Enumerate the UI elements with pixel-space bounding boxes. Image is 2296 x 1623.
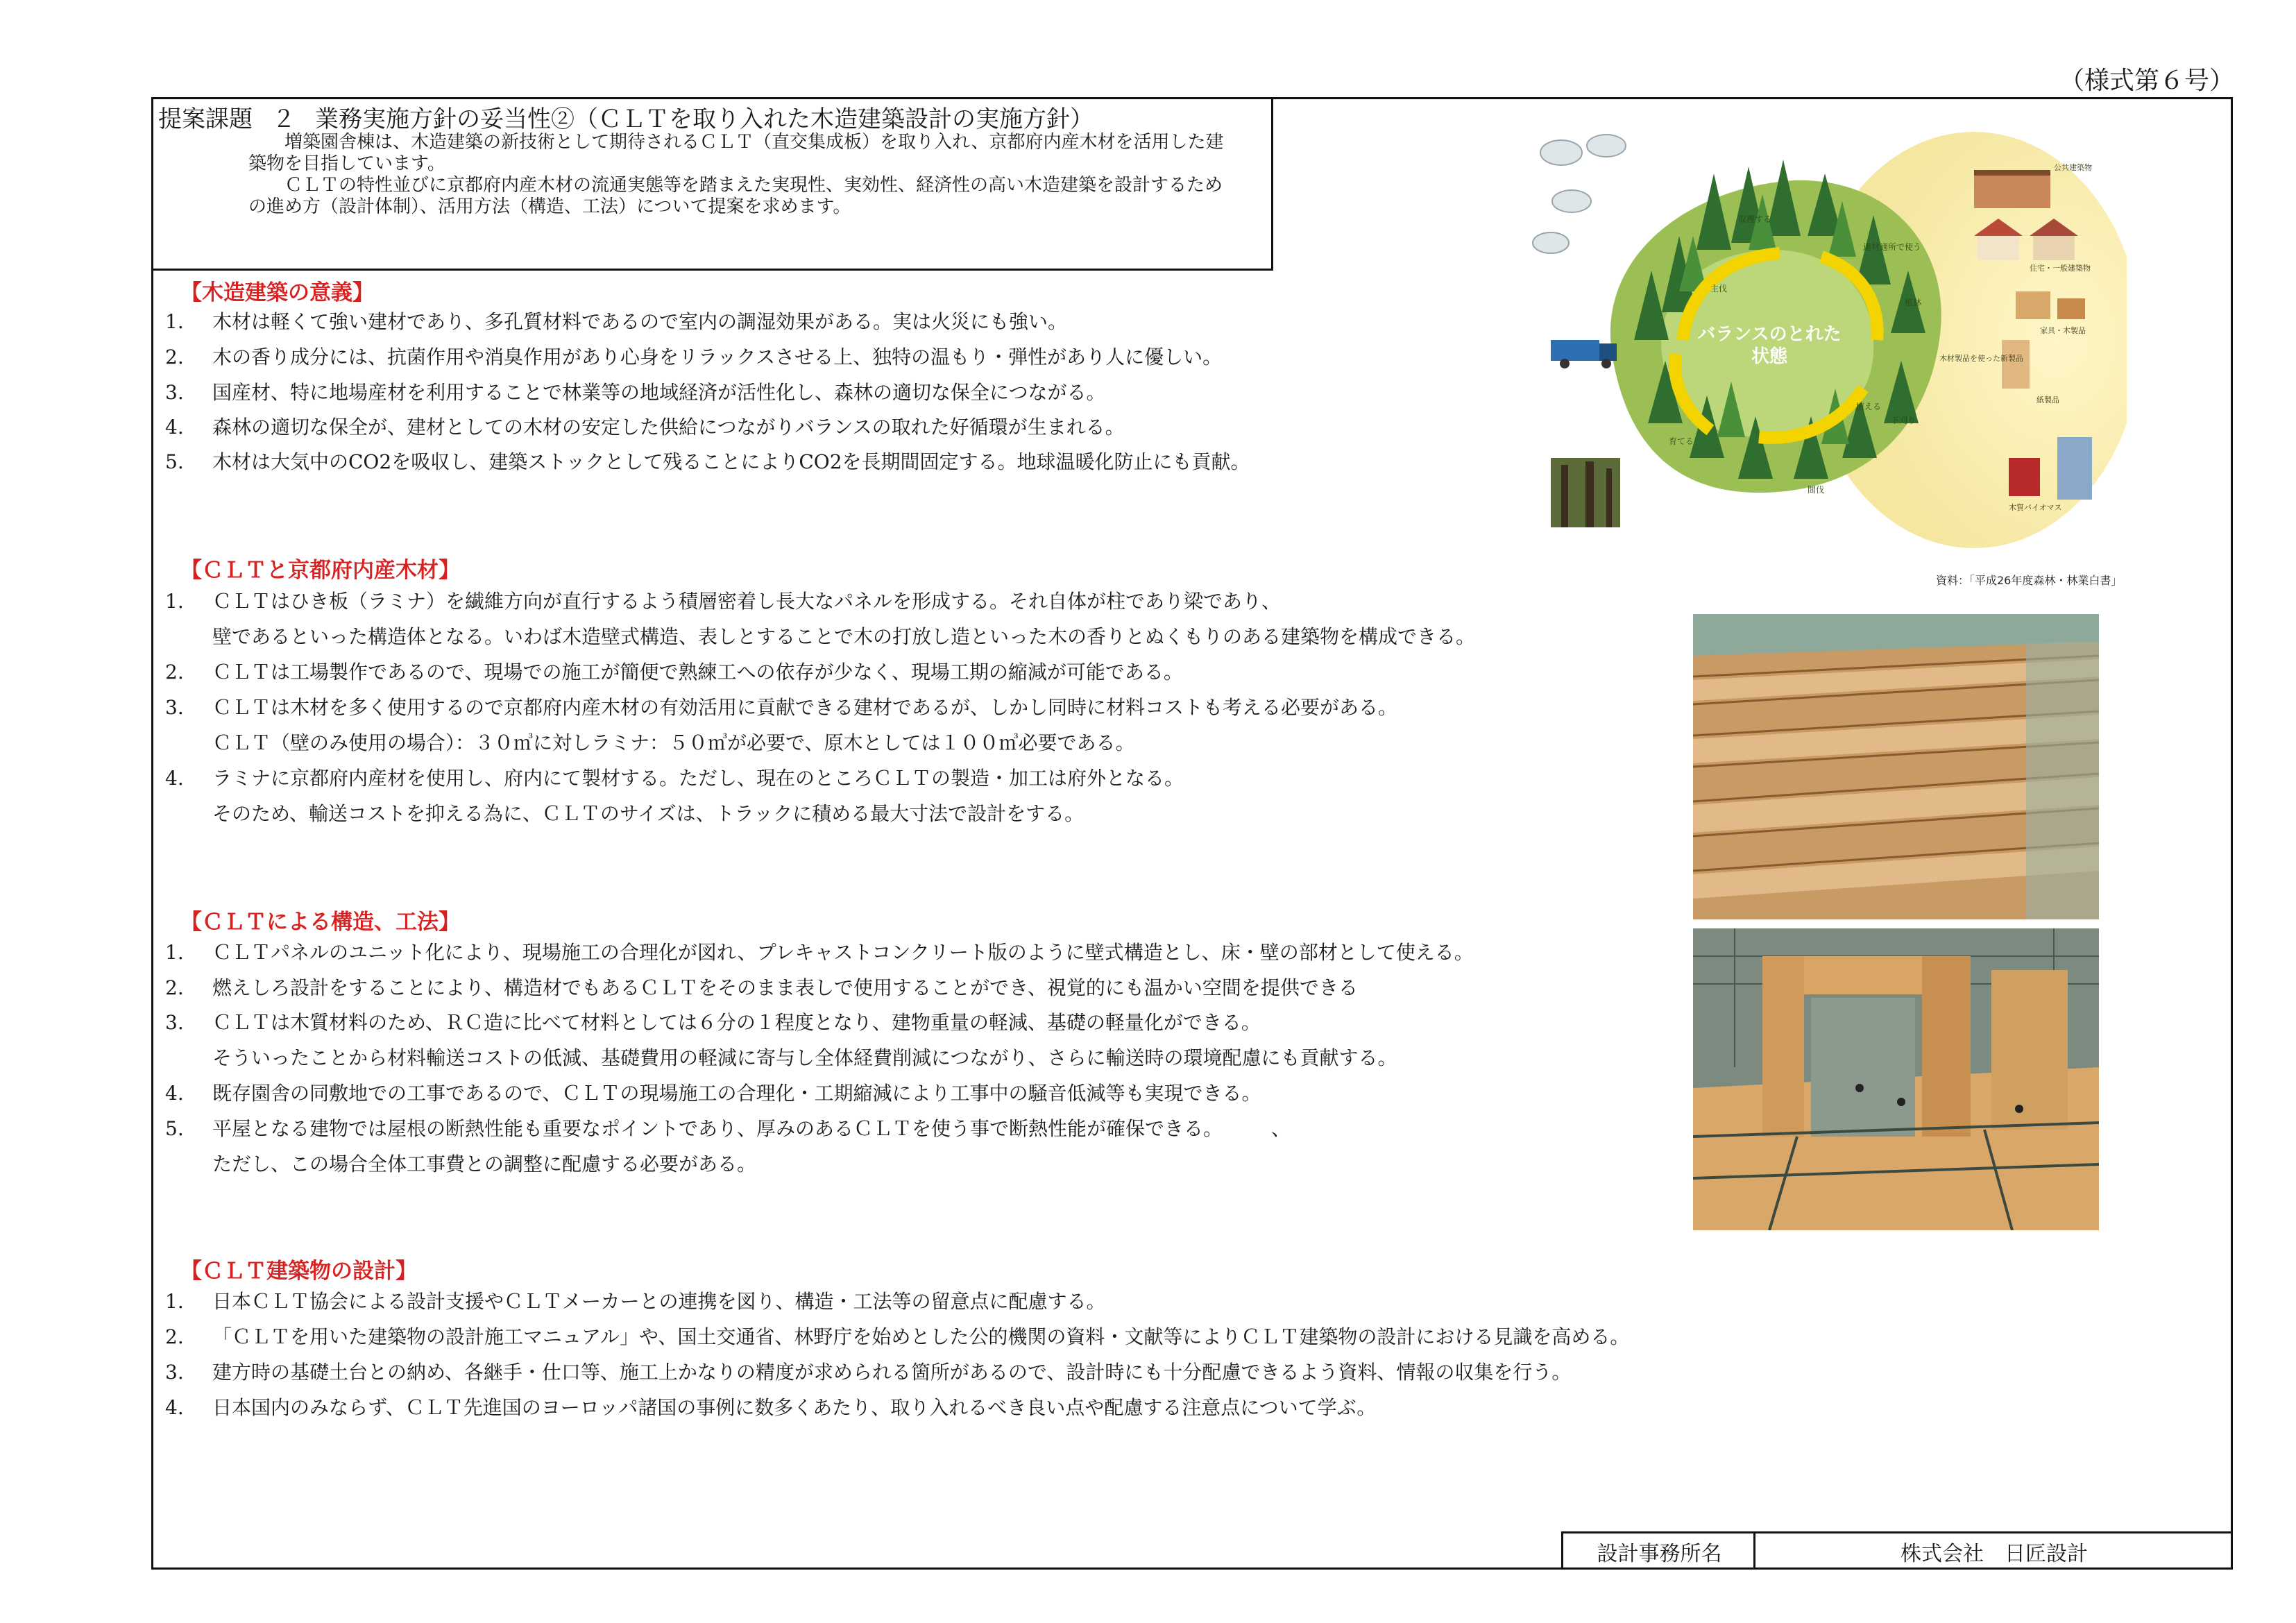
cycle-label: 収穫する	[1738, 214, 1772, 224]
topic-paragraph: 増築園舎棟は、木造建築の新技術として期待されるＣＬＴ（直交集成板）を取り入れ、京都府内産木材を活用した建築物を目指しています。	[248, 132, 1224, 174]
use-label: 住宅・一般建築物	[2030, 264, 2091, 273]
item-number: 1.	[165, 310, 184, 333]
topic-box	[151, 97, 1273, 271]
footer-office-label: 設計事務所名	[1561, 1531, 1755, 1570]
item-text-continued: 壁であるといった構造体となる。いわば木造壁式構造、表しとすることで木の打放し造といった木の香りとぬくもりのある建築物を構成できる。	[212, 625, 1476, 648]
item-text: ＣＬＴは木質材料のため、ＲＣ造に比べて材料としては６分の１程度となり、建物重量の軽減、基礎の軽量化ができる。	[212, 1011, 1261, 1034]
list-item	[165, 345, 1222, 370]
list-item	[165, 660, 1183, 685]
clt-construction-photo	[1693, 928, 2099, 1230]
item-number: 4.	[165, 767, 184, 790]
building-icon	[1974, 170, 2050, 208]
use-label: 家具・木製品	[2040, 326, 2086, 335]
list-item	[165, 1289, 1105, 1314]
list-item	[165, 450, 1250, 475]
forest-cycle-illustration	[1530, 132, 2127, 548]
cycle-label: 植林	[1905, 298, 1922, 307]
item-number: 2.	[165, 346, 184, 368]
list-item	[165, 380, 1105, 405]
cycle-label: 主伐	[1710, 284, 1728, 294]
list-item	[165, 976, 1358, 1001]
item-text: 日本国内のみならず、ＣＬＴ先進国のヨーロッパ諸国の事例に数多くあたり、取り入れるべき良い点や配慮する注意点について学ぶ。	[212, 1396, 1377, 1419]
item-number: 4.	[165, 416, 184, 439]
list-item	[165, 309, 1067, 334]
item-number: 2.	[165, 661, 184, 683]
item-number: 2.	[165, 976, 184, 999]
item-number: 3.	[165, 381, 184, 404]
list-item	[165, 766, 1184, 791]
list-item	[165, 1081, 1261, 1106]
item-number: 2.	[165, 1325, 184, 1348]
list-item	[165, 415, 1125, 440]
cycle-label: 間伐	[1808, 485, 1825, 495]
cycle-label: 育てる	[1669, 436, 1694, 446]
item-number: 4.	[165, 1082, 184, 1105]
item-text: 木材は大気中のCO2を吸収し、建築ストックとして残ることによりCO2を長期間固定する。地球温暖化防止にも貢献。	[212, 450, 1250, 473]
item-text: 日本ＣＬＴ協会による設計支援やＣＬＴメーカーとの連携を図り、構造・工法等の留意点に配慮する。	[212, 1290, 1106, 1313]
item-number: 3.	[165, 1011, 184, 1034]
list-item	[165, 695, 1397, 720]
item-number: 3.	[165, 1361, 184, 1384]
illustration-caption: 資料：「平成26年度森林・林業白書」	[1936, 574, 2123, 587]
list-item	[165, 1010, 1261, 1035]
use-label: 紙製品	[2036, 396, 2059, 405]
center-label: バランスのとれた	[1697, 324, 1842, 345]
cycle-label: 植える	[1856, 402, 1882, 411]
use-label: 公共建築物	[2054, 163, 2092, 172]
clt-panels-stack-photo	[1693, 614, 2099, 919]
list-item	[165, 1395, 1376, 1420]
use-label: 木質バイオマス	[2009, 503, 2062, 512]
item-text: 燃えしろ設計をすることにより、構造材でもあるＣＬＴをそのまま表しで使用することができ、視覚的にも温かい空間を提供できる	[212, 976, 1358, 999]
item-text: 国産材、特に地場産材を利用することで林業等の地域経済が活性化し、森林の適切な保全につながる。	[212, 381, 1106, 404]
cycle-label: 下刈り	[1891, 416, 1916, 425]
item-text-continued: ＣＬＴ（壁のみ使用の場合）：３０㎥に対しラミナ：５０㎥が必要で、原木としては１００㎥必要である。	[212, 731, 1135, 754]
topic-heading: 業務実施方針の妥当性②（ＣＬＴを取り入れた木造建築設計の実施方針）	[315, 105, 1094, 133]
item-text: 建方時の基礎土台との納め、各継手・仕口等、施工上かなりの精度が求められる箇所があるので、設計時にも十分配慮できるよう資料、情報の収集を行う。	[212, 1361, 1572, 1384]
item-text: ＣＬＴは木材を多く使用するので京都府内産木材の有効活用に貢献できる建材であるが、しかし同時に材料コストも考える必要がある。	[212, 696, 1398, 719]
center-label: 状態	[1751, 346, 1788, 367]
topic-title	[158, 100, 1094, 134]
list-item	[165, 1360, 1571, 1385]
item-number: 3.	[165, 696, 184, 719]
topic-description	[248, 132, 1234, 218]
item-number: 1.	[165, 941, 184, 964]
item-text: 「ＣＬＴを用いた建築物の設計施工マニュアル」や、国土交通省、林野庁を始めとした公的機関の資料・文献等によりＣＬＴ建築物の設計における見識を高める。	[212, 1325, 1630, 1348]
item-text: ＣＬＴパネルのユニット化により、現場施工の合理化が図れ、プレキャストコンクリート版のように壁式構造とし、床・壁の部材として使える。	[212, 941, 1474, 964]
item-text-continued: ただし、この場合全体工事費との調整に配慮する必要がある。	[212, 1153, 757, 1175]
section-title-clt-design: 【ＣＬＴ建築物の設計】	[180, 1259, 417, 1284]
item-text: ＣＬＴは工場製作であるので、現場での施工が簡便で熟練工への依存が少なく、現場工期の縮減が可能である。	[212, 661, 1183, 683]
item-text: 既存園舎の同敷地での工事であるので、ＣＬＴの現場施工の合理化・工期縮減により工事中の騒音低減等も実現できる。	[212, 1082, 1261, 1105]
truck-icon	[1551, 340, 1617, 368]
section-title-clt-kyoto-timber: 【ＣＬＴと京都府内産木材】	[180, 558, 460, 583]
item-text: ＣＬＴはひき板（ラミナ）を繊維方向が直行するよう積層密着し長大なパネルを形成する。それ自体が柱であり梁であり、	[212, 590, 1282, 613]
item-text: ラミナに京都府内産材を使用し、府内にて製材する。ただし、現在のところＣＬＴの製造・加工は府外となる。	[212, 767, 1184, 790]
use-label: 木材製品を使った新製品	[1939, 354, 2023, 363]
form-number: （様式第６号）	[2059, 67, 2234, 95]
item-text: 木材は軽くて強い建材であり、多孔質材料であるので室内の調湿効果がある。実は火災にも強い。	[212, 310, 1068, 333]
list-item	[165, 1116, 1291, 1141]
topic-label: 提案課題	[158, 105, 253, 133]
item-text-continued: そのため、輸送コストを抑える為に、ＣＬＴのサイズは、トラックに積める最大寸法で設計をする。	[212, 802, 1085, 825]
item-number: 4.	[165, 1396, 184, 1419]
item-text-continued: そういったことから材料輸送コストの低減、基礎費用の軽減に寄与し全体経費削減につながり、さらに輸送時の環境配慮にも貢献する。	[212, 1046, 1397, 1069]
list-item	[165, 1325, 1629, 1350]
item-number: 1.	[165, 590, 184, 613]
section-title-structure-method: 【ＣＬＴによる構造、工法】	[180, 910, 460, 935]
item-number: 5.	[165, 450, 184, 473]
item-text: 森林の適切な保全が、建材としての木材の安定した供給につながりバランスの取れた好循環が生まれる。	[212, 416, 1125, 439]
item-text: 木の香り成分には、抗菌作用や消臭作用があり心身をリラックスさせる上、独特の温もり・弾性があり人に優しい。	[212, 346, 1223, 368]
item-number: 1.	[165, 1290, 184, 1313]
cycle-label: 適材適所で使う	[1863, 242, 1922, 252]
item-text: 平屋となる建物では屋根の断熱性能も重要なポイントであり、厚みのあるＣＬＴを使う事で断熱性能が確保できる。 、	[212, 1117, 1291, 1140]
cloud-icon	[1533, 135, 1626, 253]
item-number: 5.	[165, 1117, 184, 1140]
topic-number: ２	[272, 105, 296, 133]
section-title-significance: 【木造建築の意義】	[180, 280, 374, 305]
topic-paragraph: ＣＬＴの特性並びに京都府内産木材の流通実態等を踏まえた実現性、実効性、経済性の高い木造建築を設計するための進め方（設計体制）、活用方法（構造、工法）について提案を求めます。	[248, 175, 1223, 217]
list-item	[165, 940, 1474, 965]
list-item	[165, 589, 1281, 614]
footer-office-name: 株式会社 日匠設計	[1753, 1531, 2233, 1570]
